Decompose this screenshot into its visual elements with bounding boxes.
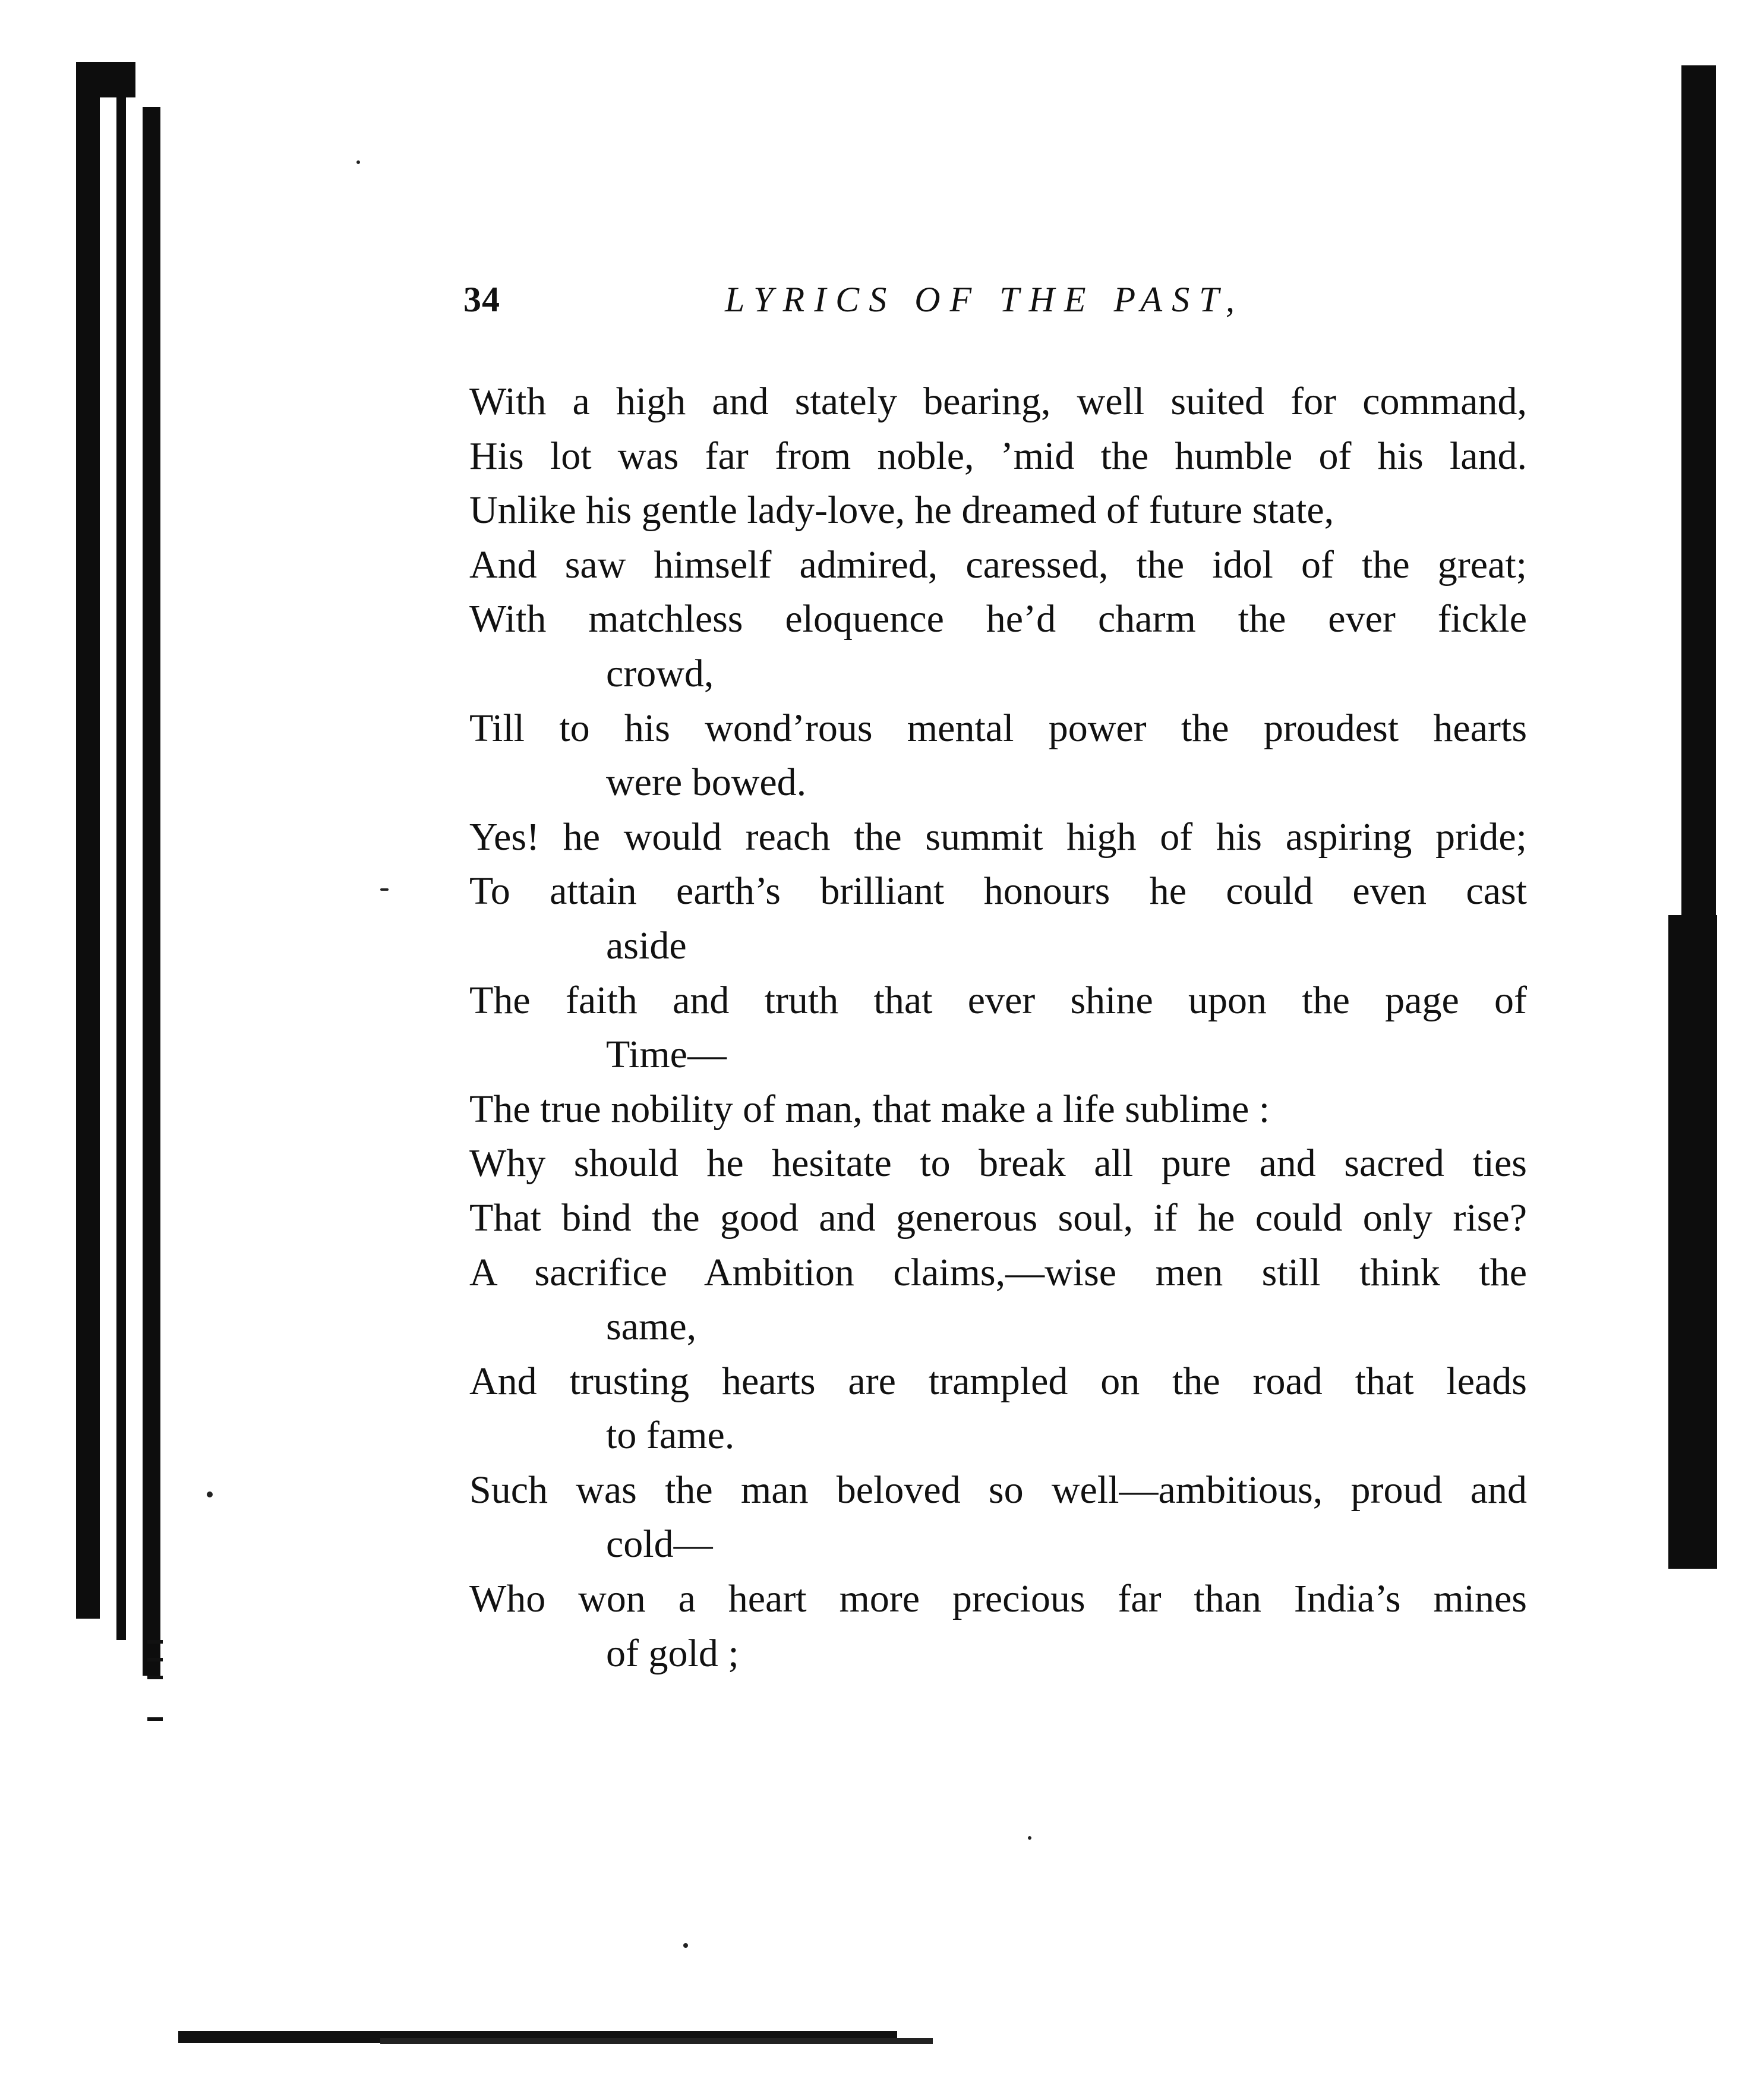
poem-line: And trusting hearts are trampled on the road that leads (469, 1359, 1527, 1403)
poem-line: to fame. (606, 1414, 735, 1458)
scan-margin-bar-bottom-2 (380, 2038, 933, 2044)
scan-margin-bar-right-wide (1668, 915, 1717, 1569)
scan-speck (380, 888, 389, 891)
poem-line: Yes! he would reach the summit high of his aspiring pride; (469, 815, 1527, 859)
poem-body (469, 374, 1527, 1680)
poem-line: of gold ; (606, 1631, 739, 1675)
poem-line: Why should he hesitate to break all pure and sacred ties (469, 1141, 1527, 1185)
scan-tick-mark (147, 1676, 163, 1679)
scan-tick-mark (147, 1658, 163, 1661)
poem-line: crowd, (606, 651, 714, 695)
scan-speck (683, 1943, 688, 1948)
scan-tick-mark (147, 1640, 163, 1644)
poem-line: His lot was far from noble, ’mid the humble of his land. (469, 434, 1527, 478)
scan-speck (207, 1491, 213, 1497)
poem-line: Till to his wond’rous mental power the proudest hearts (469, 706, 1527, 750)
scan-margin-bar-left (76, 62, 100, 1619)
poem-line: A sacrifice Ambition claims,—wise men still think the (469, 1250, 1527, 1294)
page-number: 34 (463, 280, 500, 319)
poem-line: cold— (606, 1522, 713, 1566)
poem-line: To attain earth’s brilliant honours he could even cast (469, 869, 1527, 913)
poem-line: And saw himself admired, caressed, the idol of the great; (469, 543, 1527, 586)
scan-speck (356, 160, 360, 164)
poem-line: were bowed. (606, 761, 807, 805)
poem-line: With a high and stately bearing, well suited for command, (469, 380, 1527, 423)
poem-line: Time— (606, 1033, 727, 1077)
poem-line: Who won a heart more precious far than India’s mines (469, 1577, 1527, 1621)
poem-line: The true nobility of man, that make a life sublime : (469, 1087, 1270, 1131)
poem-line: Such was the man beloved so well—ambitious, proud and (469, 1468, 1527, 1512)
running-title: LYRICS OF THE PAST, (725, 280, 1244, 319)
poem-line: Unlike his gentle lady-love, he dreamed of future state, (469, 488, 1334, 532)
running-header (463, 279, 1533, 327)
poem-line: same, (606, 1305, 697, 1349)
scan-margin-bar-left-stub (143, 107, 160, 1676)
poem-line: With matchless eloquence he’d charm the ever fickle (469, 597, 1527, 641)
scan-margin-bar-left-top (76, 62, 135, 97)
scan-speck (1028, 1836, 1031, 1840)
scan-tick-mark (147, 1717, 163, 1721)
poem-line: The faith and truth that ever shine upon the page of (469, 978, 1527, 1022)
poem-line: aside (606, 923, 687, 967)
scan-margin-bar-left-inner (116, 71, 126, 1640)
poem-line: That bind the good and generous soul, if he could only rise? (469, 1196, 1527, 1240)
